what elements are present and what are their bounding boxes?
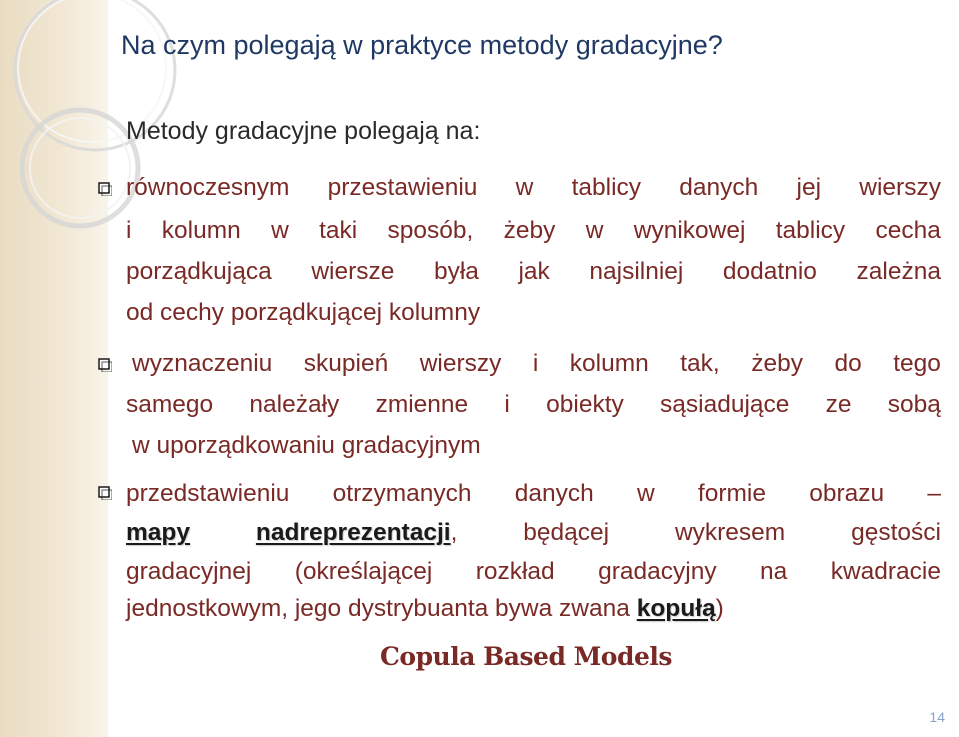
word: sobą [887,391,941,418]
mapy-link[interactable]: mapy [126,519,191,546]
word: w [271,217,289,244]
word: porządkująca [126,258,272,285]
bullet3-line4 [126,594,941,624]
word: kolumn [569,350,649,377]
bullet3-line3 [126,557,941,587]
bullet2-line3: w uporządkowaniu gradacyjnym [132,432,481,459]
word: w [515,174,534,201]
slide-title: Na czym polegają w praktyce metody gradacyjne? [121,30,723,60]
copula-subtitle: Copula Based Models [380,642,672,671]
word: formie [697,480,766,507]
checkbox-bullet-icon [98,182,112,196]
word: gradacyjnej [126,558,252,585]
word: (określającej [294,558,433,585]
word: obrazu [809,480,885,507]
word: otrzymanych [332,480,472,507]
word: rozkład [475,558,555,585]
kopula-link[interactable]: kopułą [636,595,716,622]
word: wiersze [311,258,395,285]
word: żeby [503,217,556,244]
bullet1-line3 [126,257,941,287]
checkbox-bullet-icon [98,358,112,372]
word: przedstawieniu [126,480,290,507]
word: w [637,480,655,507]
slide-number: 14 [929,709,945,725]
word: i [532,350,539,377]
closing-paren: ) [715,595,724,622]
word: cecha [875,217,941,244]
word: jej [796,174,822,201]
word: przestawieniu [327,174,478,201]
word: samego [126,391,214,418]
word: zmienne [375,391,469,418]
word: żeby [751,350,803,377]
word: wynikowej [633,217,746,244]
word: gęstości [851,519,941,546]
word: wierszy [419,350,502,377]
word: kwadracie [830,558,941,585]
word: sąsiadujące [660,391,790,418]
decorative-side-band [0,0,108,737]
word: danych [514,480,594,507]
checkbox-bullet-icon [98,486,112,500]
intro-text: Metody gradacyjne polegają na: [126,117,481,145]
word: kolumn [161,217,241,244]
word: wyznaczeniu [132,350,273,377]
word: tablicy [571,174,642,201]
word: należały [249,391,340,418]
word: tego [893,350,941,377]
word: – [927,480,941,507]
word: i [126,217,132,244]
word: zależna [856,258,941,285]
word: danych [679,174,759,201]
word: tablicy [775,217,846,244]
word: wierszy [859,174,941,201]
word: gradacyjny [598,558,717,585]
word: obiekty [546,391,624,418]
word: w [585,217,604,244]
bullet2-line2 [126,390,941,420]
bullet2-line1 [132,349,941,379]
word: do [834,350,862,377]
word: wykresem [674,519,786,546]
line-text: jednostkowym, jego dystrybuanta bywa zwana [126,595,637,622]
bullet1-line1 [126,173,941,203]
nadreprezentacji-link[interactable]: nadreprezentacji [255,519,451,546]
word: dodatnio [722,258,817,285]
word: jak [518,258,550,285]
word: i [504,391,510,418]
word: była [433,258,479,285]
word: skupień [303,350,389,377]
word: tak, [680,350,720,377]
bullet1-line2 [126,216,941,246]
word: ze [825,391,852,418]
bullet1-line4: od cechy porządkującej kolumny [126,299,481,326]
word: będącej [523,519,610,546]
bullet3-line2: mapy nadreprezentacji, będącej wykresem gęstości [126,519,941,546]
bullet3-line1 [126,479,941,509]
word: najsilniej [589,258,684,285]
word: sposób, [387,217,474,244]
word: równoczesnym [126,174,290,201]
word: na [760,558,788,585]
word: taki [319,217,358,244]
